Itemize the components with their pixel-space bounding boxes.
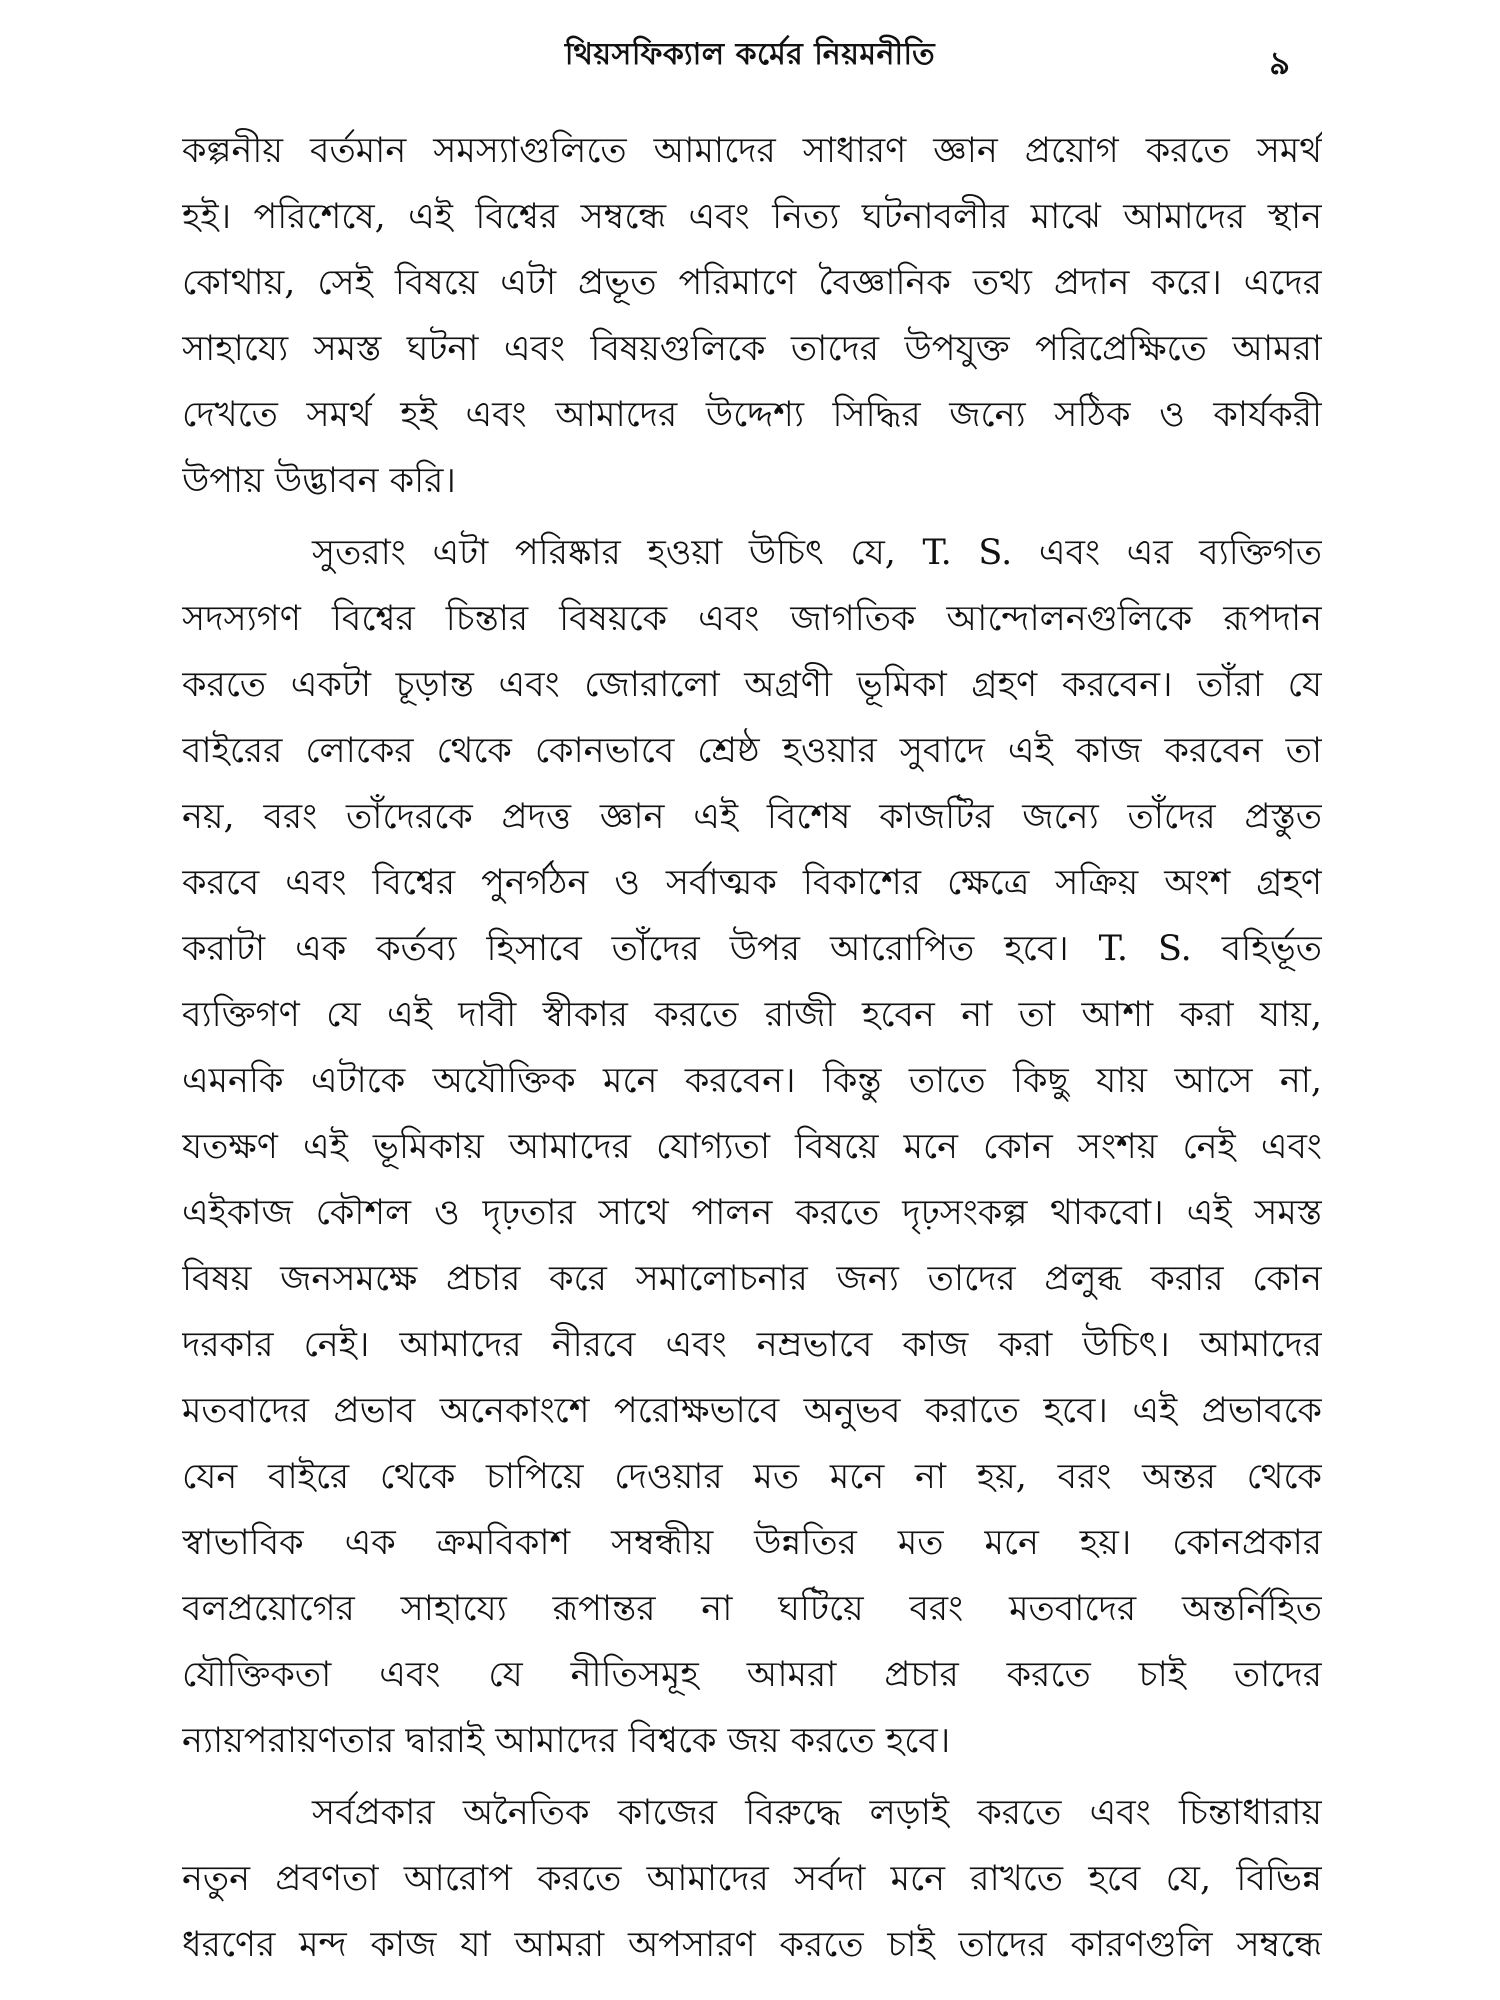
text-line: কোথায়, সেই বিষয়ে এটা প্রভূত পরিমাণে বৈজ্ঞানিক তথ্য প্রদান করে। এদের [182, 263, 1322, 303]
text-line: কল্পনীয় বর্তমান সমস্যাগুলিতে আমাদের সাধারণ জ্ঞান প্রয়োগ করতে সমর্থ [182, 131, 1322, 171]
text-line: ধরণের মন্দ কাজ যা আমরা অপসারণ করতে চাই তাদের কারণগুলি সম্বন্ধে [182, 1925, 1322, 1965]
text-line: বলপ্রয়োগের সাহায্যে রূপান্তর না ঘটিয়ে বরং মতবাদের অন্তর্নিহিত [182, 1589, 1322, 1629]
body-text [182, 118, 1322, 1978]
text-line: যৌক্তিকতা এবং যে নীতিসমূহ আমরা প্রচার করতে চাই তাদের [182, 1655, 1322, 1695]
text-line: সুতরাং এটা পরিষ্কার হওয়া উচিৎ যে, T. S. এবং এর ব্যক্তিগত [312, 533, 1322, 573]
text-line: মতবাদের প্রভাব অনেকাংশে পরোক্ষভাবে অনুভব করাতে হবে। এই প্রভাবকে [182, 1391, 1322, 1431]
text-line: হই। পরিশেষে, এই বিশ্বের সম্বন্ধে এবং নিত্য ঘটনাবলীর মাঝে আমাদের স্থান [182, 197, 1322, 237]
text-line: সর্বপ্রকার অনৈতিক কাজের বিরুদ্ধে লড়াই করতে এবং চিন্তাধারায় [312, 1793, 1322, 1833]
text-line: নতুন প্রবণতা আরোপ করতে আমাদের সর্বদা মনে রাখতে হবে যে, বিভিন্ন [182, 1859, 1322, 1899]
text-line: ন্যায়পরায়ণতার দ্বারাই আমাদের বিশ্বকে জয় করতে হবে। [182, 1721, 951, 1761]
running-title: থিয়সফিক্যাল কর্মের নিয়মনীতি [564, 36, 936, 72]
text-line: যেন বাইরে থেকে চাপিয়ে দেওয়ার মত মনে না হয়, বরং অন্তর থেকে [182, 1457, 1322, 1497]
text-line: বিষয় জনসমক্ষে প্রচার করে সমালোচনার জন্য তাদের প্রলুব্ধ করার কোন [182, 1259, 1322, 1299]
text-line: করতে একটা চূড়ান্ত এবং জোরালো অগ্রণী ভূমিকা গ্রহণ করবেন। তাঁরা যে [182, 665, 1322, 705]
text-line: করাটা এক কর্তব্য হিসাবে তাঁদের উপর আরোপিত হবে। T. S. বহির্ভূত [182, 929, 1322, 969]
running-header [180, 30, 1320, 80]
text-line: যতক্ষণ এই ভূমিকায় আমাদের যোগ্যতা বিষয়ে মনে কোন সংশয় নেই এবং [182, 1127, 1322, 1167]
text-line: সাহায্যে সমস্ত ঘটনা এবং বিষয়গুলিকে তাদের উপযুক্ত পরিপ্রেক্ষিতে আমরা [182, 329, 1322, 369]
text-line: দেখতে সমর্থ হই এবং আমাদের উদ্দেশ্য সিদ্ধির জন্যে সঠিক ও কার্যকরী [182, 395, 1322, 435]
text-line: উপায় উদ্ভাবন করি। [182, 461, 456, 501]
text-line: দরকার নেই। আমাদের নীরবে এবং নম্রভাবে কাজ করা উচিৎ। আমাদের [182, 1325, 1322, 1365]
text-line: ব্যক্তিগণ যে এই দাবী স্বীকার করতে রাজী হবেন না তা আশা করা যায়, [182, 995, 1322, 1035]
text-line: করবে এবং বিশ্বের পুনর্গঠন ও সর্বাত্মক বিকাশের ক্ষেত্রে সক্রিয় অংশ গ্রহণ [182, 863, 1322, 903]
text-line: সদস্যগণ বিশ্বের চিন্তার বিষয়কে এবং জাগতিক আন্দোলনগুলিকে রূপদান [182, 599, 1322, 639]
text-line: বাইরের লোকের থেকে কোনভাবে শ্রেষ্ঠ হওয়ার সুবাদে এই কাজ করবেন তা [182, 731, 1322, 771]
text-line: এইকাজ কৌশল ও দৃঢ়তার সাথে পালন করতে দৃঢ়সংকল্প থাকবো। এই সমস্ত [182, 1193, 1322, 1233]
text-line: স্বাভাবিক এক ক্রমবিকাশ সম্বন্ধীয় উন্নতির মত মনে হয়। কোনপ্রকার [182, 1523, 1322, 1563]
text-line: এমনকি এটাকে অযৌক্তিক মনে করবেন। কিন্তু তাতে কিছু যায় আসে না, [182, 1061, 1322, 1101]
page-number: ৯ [1269, 44, 1290, 82]
text-line: নয়, বরং তাঁদেরকে প্রদত্ত জ্ঞান এই বিশেষ কাজটির জন্যে তাঁদের প্রস্তুত [182, 797, 1322, 837]
